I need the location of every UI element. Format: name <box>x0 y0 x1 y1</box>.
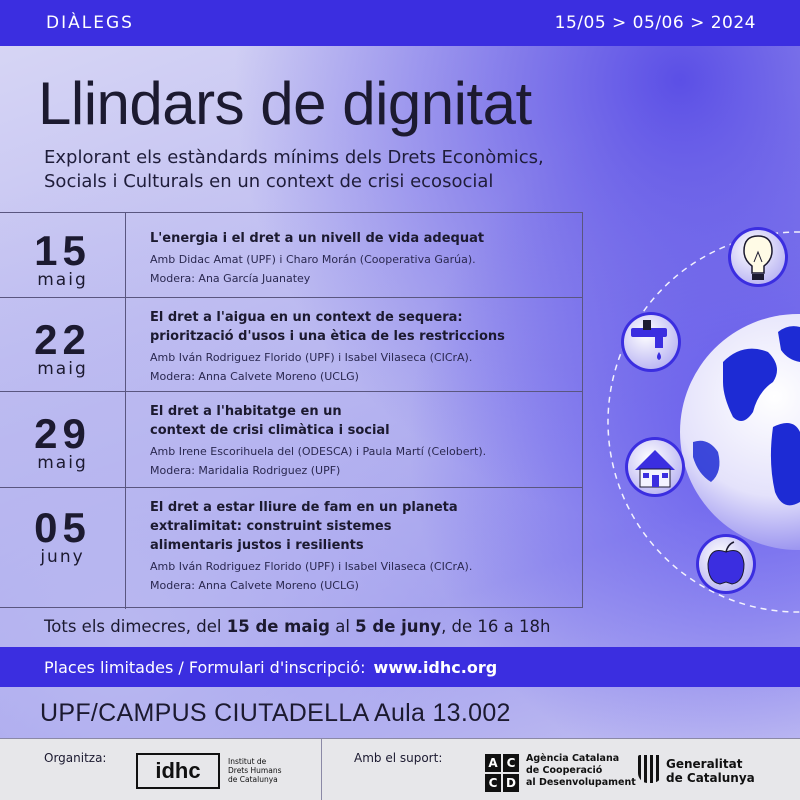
acd-letter: D <box>502 773 520 793</box>
session-title: priorització d'usos i una ètica de les restriccions <box>150 329 505 344</box>
water-tap-icon <box>621 312 681 372</box>
idhc-logo: idhc <box>136 753 220 789</box>
session-moderator: Modera: Anna Calvete Moreno (UCLG) <box>150 579 359 592</box>
session-row <box>0 297 583 391</box>
session-date <box>0 213 126 297</box>
session-row <box>0 213 583 297</box>
registration-text: Places limitades / Formulari d'inscripció: <box>44 657 366 677</box>
session-row <box>0 487 583 609</box>
generalitat-name-line: de Catalunya <box>666 771 755 785</box>
session-speakers: Amb Iván Rodriguez Florido (UPF) i Isabel Vilaseca (CICrA). <box>150 560 473 573</box>
session-info <box>150 498 580 595</box>
session-title: extralimitat: construint sistemes <box>150 519 392 534</box>
organizer-label: Organitza: <box>44 751 107 765</box>
acd-logo <box>484 753 520 789</box>
acd-letter: A <box>484 753 502 773</box>
schedule-note-from: 15 de maig <box>226 617 330 636</box>
schedule-note-suffix: , de 16 a 18h <box>441 617 551 636</box>
session-month: juny <box>40 547 85 567</box>
session-info <box>150 229 580 288</box>
acd-name-line: al Desenvolupament <box>526 777 636 788</box>
acd-letter: C <box>484 773 502 793</box>
session-date <box>0 392 126 487</box>
session-month: maig <box>37 359 88 379</box>
schedule-note <box>44 617 550 636</box>
session-info <box>150 402 580 480</box>
session-day: 05 <box>34 504 91 551</box>
session-date <box>0 298 126 391</box>
registration-link[interactable]: www.idhc.org <box>373 657 498 677</box>
acd-name-line: Agència Catalana <box>526 753 620 764</box>
session-row <box>0 391 583 487</box>
subtitle-line: Socials i Culturals en un context de crisi ecosocial <box>44 171 494 192</box>
idhc-name <box>228 757 318 784</box>
generalitat-name-line: Generalitat <box>666 757 743 771</box>
session-month: maig <box>37 453 88 473</box>
registration-bar <box>0 647 800 687</box>
session-moderator: Modera: Ana García Juanatey <box>150 272 311 285</box>
session-title: El dret a l'aigua en un context de sequera: <box>150 310 463 325</box>
series-label: DIÀLEGS <box>46 13 134 33</box>
idhc-name-line: de Catalunya <box>228 775 278 784</box>
subtitle <box>44 146 704 194</box>
session-moderator: Modera: Anna Calvete Moreno (UCLG) <box>150 370 359 383</box>
footer <box>0 738 800 800</box>
session-month: maig <box>37 270 88 290</box>
acd-letter: C <box>502 753 520 773</box>
illustration <box>583 212 800 632</box>
venue: UPF/CAMPUS CIUTADELLA Aula 13.002 <box>40 699 511 727</box>
globe-icon <box>680 314 800 550</box>
subtitle-line: Explorant els estàndards mínims dels Drets Econòmics, <box>44 147 544 168</box>
session-title: L'energia i el dret a un nivell de vida adequat <box>150 231 485 246</box>
session-day: 22 <box>34 316 91 363</box>
session-info <box>150 308 580 386</box>
generalitat-name <box>666 757 755 785</box>
session-day: 15 <box>34 227 91 274</box>
session-moderator: Modera: Maridalia Rodriguez (UPF) <box>150 464 341 477</box>
session-speakers: Amb Iván Rodriguez Florido (UPF) i Isabel Vilaseca (CICrA). <box>150 351 473 364</box>
top-bar <box>0 0 800 46</box>
session-title: context de crisi climàtica i social <box>150 423 390 438</box>
page-title: Llindars de dignitat <box>38 70 532 137</box>
date-range: 15/05 > 05/06 > 2024 <box>554 13 756 33</box>
session-day: 29 <box>34 410 91 457</box>
session-title: alimentaris justos i resilients <box>150 538 364 553</box>
session-date <box>0 488 126 609</box>
schedule-note-middle: al <box>329 617 356 636</box>
schedule-note-prefix: Tots els dimecres, del <box>44 617 227 636</box>
acd-name-line: de Cooperació <box>526 765 603 776</box>
session-schedule <box>0 212 583 608</box>
support-label: Amb el suport: <box>354 751 443 765</box>
schedule-note-to: 5 de juny <box>355 617 442 636</box>
generalitat-logo <box>638 755 662 783</box>
session-title: El dret a l'habitatge en un <box>150 404 342 419</box>
apple-icon <box>696 534 756 594</box>
session-title: El dret a estar lliure de fam en un planeta <box>150 500 458 515</box>
idhc-name-line: Drets Humans <box>228 766 282 775</box>
lightbulb-icon <box>728 227 788 287</box>
footer-divider <box>321 739 322 800</box>
session-speakers: Amb Didac Amat (UPF) i Charo Morán (Cooperativa Garúa). <box>150 253 476 266</box>
idhc-name-line: Institut de <box>228 757 267 766</box>
house-icon <box>625 437 685 497</box>
session-speakers: Amb Irene Escorihuela del (ODESCA) i Paula Martí (Celobert). <box>150 445 487 458</box>
acd-name <box>526 753 636 789</box>
